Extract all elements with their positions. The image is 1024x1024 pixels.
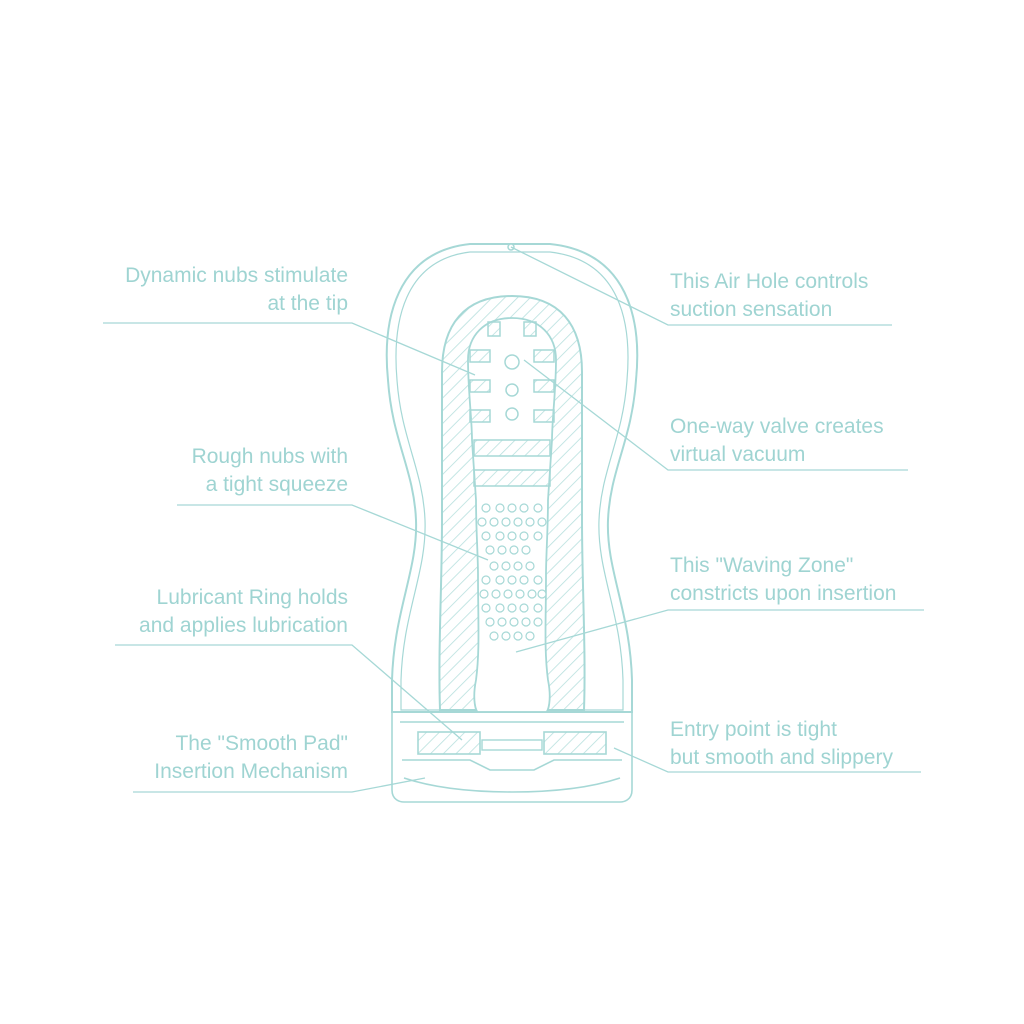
- nub-dot: [526, 632, 534, 640]
- callout-text: Dynamic nubs stimulate: [125, 264, 348, 287]
- nub-dot: [482, 604, 490, 612]
- callout-text: This Air Hole controls: [670, 270, 869, 293]
- nub-dot: [522, 618, 530, 626]
- nub-dot: [496, 576, 504, 584]
- nub-dot: [502, 518, 510, 526]
- callout-text: One-way valve creates: [670, 415, 884, 438]
- callout-rough-nubs: [192, 443, 348, 499]
- nub-dot: [498, 618, 506, 626]
- nub-dot: [490, 632, 498, 640]
- callout-text: Insertion Mechanism: [154, 760, 348, 783]
- callout-waving-zone: [670, 552, 896, 608]
- callout-text: constricts upon insertion: [670, 582, 897, 605]
- nub-dot: [482, 576, 490, 584]
- nub-dot: [538, 590, 546, 598]
- callout-text: Lubricant Ring holds: [156, 586, 348, 609]
- nub-dot: [526, 562, 534, 570]
- nub-dot: [508, 576, 516, 584]
- nub-dot: [520, 604, 528, 612]
- nub-dot: [510, 618, 518, 626]
- callout-text: This "Waving Zone": [670, 554, 854, 577]
- nub-dot: [522, 546, 530, 554]
- nub-dot: [534, 504, 542, 512]
- nub-dot: [534, 604, 542, 612]
- nub-dot: [520, 504, 528, 512]
- callout-entry-point: [670, 716, 893, 772]
- callout-text: but smooth and slippery: [670, 746, 893, 769]
- nub-dot: [508, 604, 516, 612]
- nub-dot: [482, 504, 490, 512]
- nub-dot: [516, 590, 524, 598]
- nub-dot: [490, 562, 498, 570]
- nub-dot: [502, 632, 510, 640]
- nub-dot: [510, 546, 518, 554]
- callout-text: virtual vacuum: [670, 443, 806, 466]
- nub-dot: [508, 504, 516, 512]
- nub-dot: [490, 518, 498, 526]
- nub-dot: [514, 562, 522, 570]
- nub-dot: [508, 532, 516, 540]
- inner-canal: [468, 318, 556, 712]
- nub-dot: [526, 518, 534, 526]
- nub-dot: [478, 518, 486, 526]
- nub-dot: [534, 576, 542, 584]
- nub-dot: [482, 532, 490, 540]
- nub-dot: [496, 532, 504, 540]
- callout-text: Rough nubs with: [191, 445, 348, 468]
- smooth-pad-opening: [482, 740, 542, 750]
- callout-text: a tight squeeze: [205, 473, 348, 496]
- nub-dot: [504, 590, 512, 598]
- callout-air-hole: [670, 268, 868, 324]
- nub-dot: [520, 576, 528, 584]
- callout-dynamic-nubs: [125, 262, 348, 318]
- nub-dot: [480, 590, 488, 598]
- callout-text: Entry point is tight: [670, 718, 837, 741]
- nub-dot: [502, 562, 510, 570]
- tip-holes: [505, 355, 519, 420]
- nub-dot: [498, 546, 506, 554]
- nub-dot: [520, 532, 528, 540]
- callout-text: suction sensation: [670, 298, 833, 321]
- nub-dot: [538, 518, 546, 526]
- nub-dot: [492, 590, 500, 598]
- callout-smooth-pad: [154, 730, 348, 786]
- nub-dot: [496, 504, 504, 512]
- callout-lubricant-ring: [139, 584, 348, 640]
- base-cap: [392, 712, 632, 802]
- nub-dot: [514, 518, 522, 526]
- callout-text: The "Smooth Pad": [175, 732, 348, 755]
- nub-dot: [496, 604, 504, 612]
- nub-dot: [486, 546, 494, 554]
- leader-lubricant-ring: [115, 645, 462, 740]
- callout-one-way-valve: [670, 413, 884, 469]
- callout-text: and applies lubrication: [139, 614, 348, 637]
- callout-text: at the tip: [267, 292, 348, 315]
- nub-dot: [514, 632, 522, 640]
- nub-dot: [528, 590, 536, 598]
- nub-dot: [534, 618, 542, 626]
- nub-dot: [486, 618, 494, 626]
- nub-dot: [534, 532, 542, 540]
- leader-tip-nubs: [103, 323, 475, 375]
